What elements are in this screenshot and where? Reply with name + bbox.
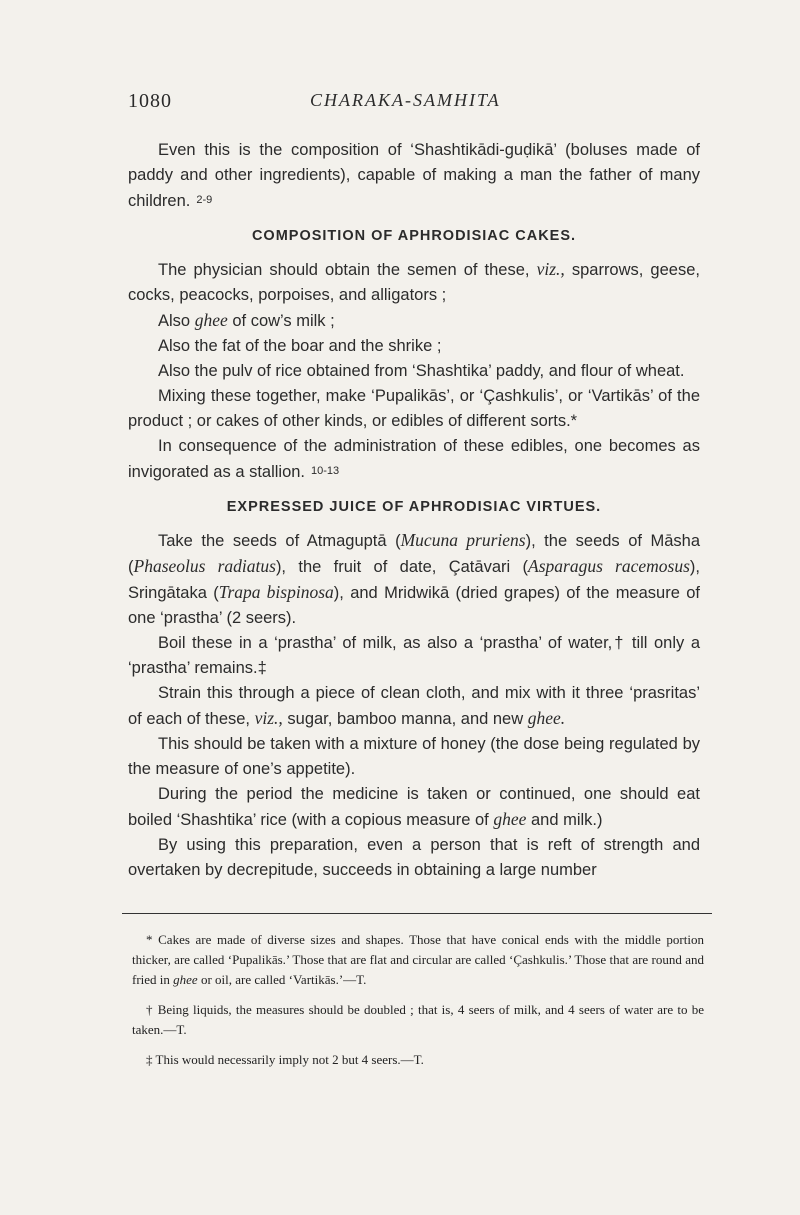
paragraph: Also the pulv of rice obtained from ‘Shashtika’ paddy, and flour of wheat. <box>158 362 685 380</box>
paragraph: Mixing these together, make ‘Pupalikās’, or ‘Çashkulis’, or ‘Vartikās’ of the product ; or cakes of other kinds, or edibles of different sorts.* <box>128 387 700 430</box>
verse-reference: 10-13 <box>311 465 340 477</box>
running-title: CHARAKA-SAMHITA <box>310 90 501 110</box>
paragraph: Boil these in a ‘prastha’ of milk, as also a ‘prastha’ of water,† till only a ‘prastha’ remains.‡ <box>128 634 700 677</box>
paragraph: By using this preparation, even a person that is reft of strength and overtaken by decrepitude, succeeds in obtaining a large number <box>128 836 700 879</box>
verse-reference: 2-9 <box>196 194 213 206</box>
paragraph: In consequence of the administration of these edibles, one becomes as invigorated as a stallion. $^{10-13}$ <box>128 437 700 481</box>
paragraph: Also ghee of cow’s milk ; <box>158 310 335 330</box>
section-heading: EXPRESSED JUICE OF APHRODISIAC VIRTUES. <box>226 499 602 515</box>
paragraph: The physician should obtain the semen of these, viz., sparrows, geese, cocks, peacocks, porpoises, and alligators ; <box>128 259 700 304</box>
paragraph: Take the seeds of Atmaguptā (Mucuna pruriens), the seeds of Māsha (Phaseolus radiatus), the fruit of date, Çatāvari (Asparagus racemosus), Sringātaka (Trapa bispinosa), and Mridwikā (dried grapes) of the measure of one ‘prastha’ (2 seers). <box>128 530 701 627</box>
body-text <box>128 138 700 883</box>
paragraph: Strain this through a piece of clean cloth, and mix with it three ‘prasritas’ of each of these, viz., sugar, bamboo manna, and new ghee. <box>128 684 700 728</box>
page-header <box>128 90 708 120</box>
footnote: * Cakes are made of diverse sizes and shapes. Those that have conical ends with the middle portion thicker, are called ‘Pupalikās.’ Those that are flat and circular are called ‘Çashkulis.’ Those that are round and fried in ghee or oil, are called ‘Vartikās.’—T. <box>132 932 704 987</box>
paragraph: During the period the medicine is taken or continued, one should eat boiled ‘Shashtika’ rice (with a copious measure of ghee and milk.) <box>128 785 700 829</box>
paragraph: Even this is the composition of ‘Shashtikādi-guḍikā’ (boluses made of paddy and other ingredients), capable of making a man the father of many children. $^{2-9}$ <box>128 141 700 210</box>
paragraph: Also the fat of the boar and the shrike ; <box>158 337 442 355</box>
footnote-divider <box>122 913 712 914</box>
footnotes <box>132 930 704 1080</box>
paragraph: This should be taken with a mixture of honey (the dose being regulated by the measure of one’s appetite). <box>128 735 700 778</box>
page-number: 1080 <box>128 90 172 112</box>
footnote: ‡ This would necessarily imply not 2 but 4 seers.—T. <box>146 1052 424 1067</box>
section-heading: COMPOSITION OF APHRODISIAC CAKES. <box>251 228 577 244</box>
footnote: † Being liquids, the measures should be doubled ; that is, 4 seers of milk, and 4 seers of water are to be taken.—T. <box>132 1002 704 1037</box>
